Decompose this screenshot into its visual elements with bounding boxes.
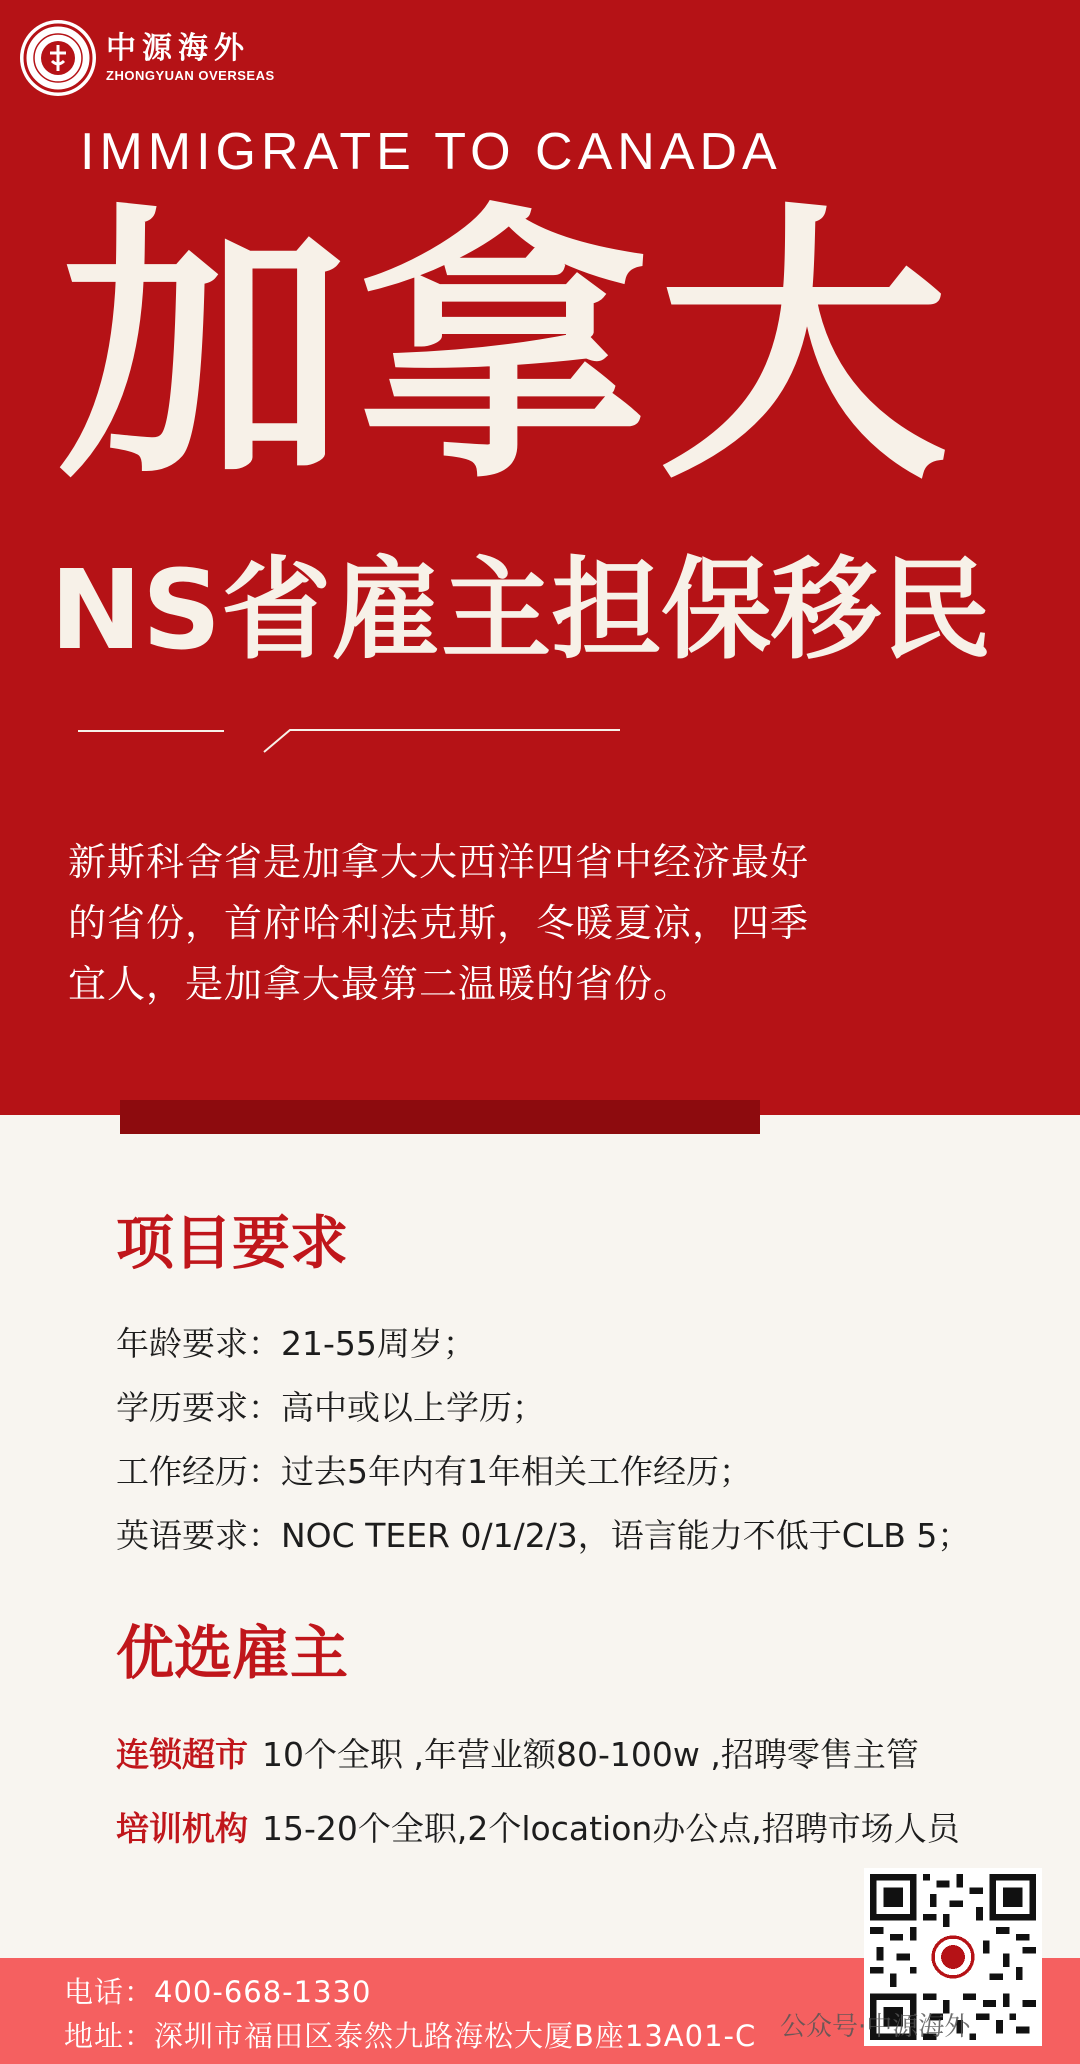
title-canada: 加拿大 xyxy=(58,181,958,518)
intro-line: 宜人，是加拿大最第二温暖的省份。 xyxy=(68,962,693,1006)
employer-name: 培训机构 xyxy=(116,1809,248,1848)
intro-paragraph xyxy=(68,832,948,1015)
employer-name: 连锁超市 xyxy=(116,1735,248,1774)
employers-title: 优选雇主 xyxy=(116,1619,349,1687)
requirement-item: 工作经历：过去5年内有1年相关工作经历； xyxy=(116,1452,752,1491)
brand-logo[interactable] xyxy=(20,20,275,96)
employer-detail: 10个全职 ,年营业额80-100w ,招聘零售主管 xyxy=(262,1735,919,1774)
intro-line: 新斯科舍省是加拿大大西洋四省中经济最好 xyxy=(68,840,810,884)
employer-item xyxy=(116,1792,1046,1866)
requirements-title: 项目要求 xyxy=(116,1209,349,1277)
employers-list xyxy=(116,1718,1046,1866)
brand-name-en: ZHONGYUAN OVERSEAS xyxy=(106,68,275,83)
title-program: NS省雇主担保移民 xyxy=(50,546,992,674)
requirement-item: 年龄要求：21-55周岁； xyxy=(116,1324,476,1363)
brand-emblem-icon xyxy=(20,20,96,96)
employer-detail: 15-20个全职,2个location办公点,招聘市场人员 xyxy=(262,1809,960,1848)
divider-bar xyxy=(120,1100,760,1134)
title-english: IMMIGRATE TO CANADA xyxy=(80,123,782,181)
brand-name-cn: 中源海外 xyxy=(106,31,250,66)
requirement-item: 英语要求：NOC TEER 0/1/2/3，语言能力不低于CLB 5； xyxy=(116,1516,971,1555)
decorative-line-left xyxy=(78,730,224,732)
requirement-item: 学历要求：高中或以上学历； xyxy=(116,1388,545,1427)
requirements-list xyxy=(116,1312,1036,1568)
employer-item xyxy=(116,1718,1046,1792)
decorative-line-slant xyxy=(262,728,622,754)
intro-line: 的省份，首府哈利法克斯，冬暖夏凉，四季 xyxy=(68,901,810,945)
contact-phone[interactable]: 电话：400-668-1330 xyxy=(64,1975,372,2009)
contact-address: 地址：深圳市福田区泰然九路海松大厦B座13A01-C xyxy=(64,2019,757,2053)
brand-name xyxy=(106,31,275,85)
wechat-watermark: 公众号·中源海外 xyxy=(780,2012,971,2042)
